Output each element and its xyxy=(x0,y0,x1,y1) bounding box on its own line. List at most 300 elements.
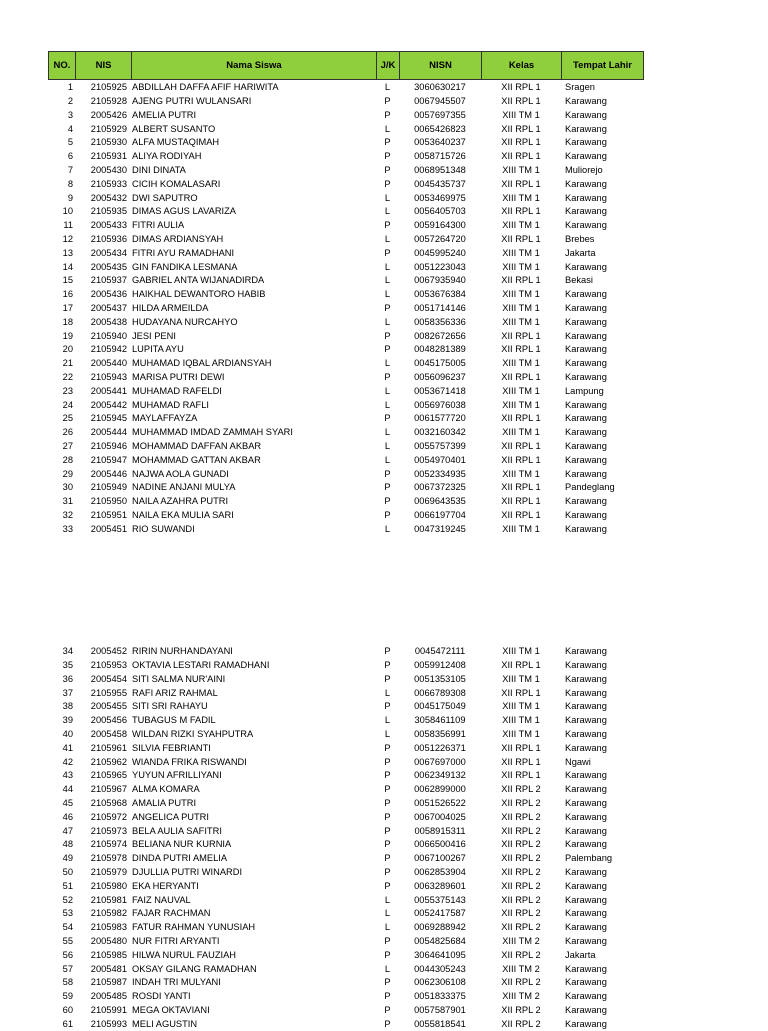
cell-nama-siswa: MUHAMAD RAFLI xyxy=(132,399,209,410)
cell-nama-siswa: HAIKHAL DEWANTORO HABIB xyxy=(132,289,266,300)
cell-no: 7 xyxy=(67,165,73,176)
cell-kelas: XIII TM 1 xyxy=(502,165,540,176)
cell-kelas: XII RPL 1 xyxy=(501,687,541,698)
cell-nama-siswa: MUHAMAD IQBAL ARDIANSYAH xyxy=(132,358,272,369)
cell-nama-siswa: MUHAMAD RAFELDI xyxy=(132,385,222,396)
cell-jk: L xyxy=(384,82,391,93)
cell-nisn: 0067697000 xyxy=(414,756,466,767)
table-row xyxy=(48,412,642,426)
cell-nis: 2005446 xyxy=(90,468,127,479)
cell-nama-siswa: FITRI AYU RAMADHANI xyxy=(132,247,235,258)
cell-tempat-lahir: Karawang xyxy=(565,922,607,933)
cell-jk: P xyxy=(384,178,391,189)
cell-kelas: XIII TM 1 xyxy=(502,109,540,120)
cell-nama-siswa: MOHAMMAD GATTAN AKBAR xyxy=(132,454,261,465)
cell-kelas: XII RPL 1 xyxy=(501,234,541,245)
cell-nisn: 0053671418 xyxy=(414,385,466,396)
cell-nama-siswa: DIMAS AGUS LAVARIZA xyxy=(132,206,237,217)
cell-tempat-lahir: Karawang xyxy=(565,427,607,438)
cell-nisn: 0056096237 xyxy=(414,371,466,382)
cell-nisn: 0056976038 xyxy=(414,399,466,410)
cell-no: 29 xyxy=(62,468,73,479)
cell-kelas: XII RPL 1 xyxy=(501,344,541,355)
cell-tempat-lahir: Karawang xyxy=(565,523,607,534)
cell-tempat-lahir: Jakarta xyxy=(565,247,596,258)
table-row xyxy=(48,742,642,756)
table-row xyxy=(48,728,642,742)
cell-kelas: XII RPL 1 xyxy=(501,82,541,93)
cell-nisn: 0053640237 xyxy=(414,137,466,148)
cell-nis: 2005437 xyxy=(90,303,127,313)
cell-nisn: 0045175049 xyxy=(414,701,466,712)
cell-tempat-lahir: Karawang xyxy=(565,935,607,946)
cell-no: 40 xyxy=(62,729,73,740)
cell-nama-siswa: MUHAMMAD IMDAD ZAMMAH SYARI xyxy=(132,427,293,438)
cell-jk: P xyxy=(384,977,391,988)
table-row xyxy=(48,714,642,728)
cell-nama-siswa: ALMA KOMARA xyxy=(132,784,200,795)
cell-kelas: XII RPL 1 xyxy=(501,371,541,382)
cell-tempat-lahir: Karawang xyxy=(565,963,607,974)
cell-jk: P xyxy=(384,949,391,960)
cell-jk: P xyxy=(384,756,391,767)
cell-no: 23 xyxy=(62,385,73,396)
cell-no: 3 xyxy=(67,109,73,120)
cell-kelas: XII RPL 1 xyxy=(501,496,541,507)
cell-no: 48 xyxy=(62,839,73,850)
cell-nama-siswa: INDAH TRI MULYANI xyxy=(132,977,221,988)
cell-tempat-lahir: Karawang xyxy=(565,742,607,753)
cell-nama-siswa: DINI DINATA xyxy=(132,165,186,176)
cell-jk: L xyxy=(384,123,391,134)
cell-nama-siswa: ROSDI YANTI xyxy=(132,991,191,1002)
cell-nama-siswa: NAJWA AOLA GUNADI xyxy=(132,468,229,479)
table-row xyxy=(48,755,642,769)
cell-nama-siswa: ALIYA RODIYAH xyxy=(132,151,202,162)
cell-kelas: XIII TM 1 xyxy=(502,385,540,396)
cell-nis: 2105962 xyxy=(90,756,127,767)
cell-nis: 2105981 xyxy=(90,894,127,905)
cell-no: 32 xyxy=(62,509,73,520)
table-row xyxy=(48,136,642,150)
table-row xyxy=(48,288,642,302)
cell-jk: P xyxy=(384,770,391,781)
cell-tempat-lahir: Karawang xyxy=(565,770,607,781)
cell-tempat-lahir: Karawang xyxy=(565,991,607,1002)
cell-tempat-lahir: Karawang xyxy=(565,206,607,217)
cell-nama-siswa: EKA HERYANTI xyxy=(132,880,199,891)
cell-no: 15 xyxy=(62,275,73,286)
cell-nama-siswa: ANGELICA PUTRI xyxy=(132,811,209,822)
cell-tempat-lahir: Karawang xyxy=(565,729,607,740)
cell-jk: P xyxy=(384,496,391,507)
cell-nama-siswa: ALFA MUSTAQIMAH xyxy=(132,137,220,148)
cell-kelas: XII RPL 2 xyxy=(501,811,541,822)
cell-nisn: 0052417587 xyxy=(414,908,466,919)
cell-jk: L xyxy=(384,261,391,272)
cell-nisn: 0057587901 xyxy=(414,1004,466,1015)
cell-nama-siswa: ALBERT SUSANTO xyxy=(132,123,216,134)
cell-nisn: 0067100267 xyxy=(414,853,466,864)
cell-no: 50 xyxy=(62,867,73,877)
cell-kelas: XII RPL 2 xyxy=(501,1004,541,1015)
cell-no: 33 xyxy=(62,523,73,534)
cell-jk: P xyxy=(384,839,391,850)
cell-nama-siswa: OKTAVIA LESTARI RAMADHANI xyxy=(132,660,270,671)
table-row xyxy=(48,797,642,811)
cell-nis: 2105979 xyxy=(90,867,127,877)
cell-no: 60 xyxy=(62,1004,73,1015)
cell-nama-siswa: NADINE ANJANI MULYA xyxy=(132,482,236,493)
cell-kelas: XIII TM 1 xyxy=(502,247,540,258)
table-row xyxy=(48,686,642,700)
cell-no: 27 xyxy=(62,440,73,451)
cell-no: 9 xyxy=(67,192,73,203)
cell-nisn: 0045472111 xyxy=(414,646,466,657)
cell-kelas: XII RPL 1 xyxy=(501,178,541,189)
cell-kelas: XIII TM 1 xyxy=(502,399,540,410)
cell-nama-siswa: OKSAY GILANG RAMADHAN xyxy=(132,963,257,974)
cell-nisn: 0045175005 xyxy=(414,358,466,369)
cell-jk: L xyxy=(384,206,391,217)
cell-nama-siswa: NAILA EKA MULIA SARI xyxy=(132,509,234,520)
cell-nis: 2105951 xyxy=(90,509,127,520)
cell-nisn: 0066500416 xyxy=(414,839,466,850)
table-row xyxy=(48,81,642,95)
cell-kelas: XIII TM 1 xyxy=(502,715,540,726)
cell-jk: P xyxy=(384,137,391,148)
cell-kelas: XII RPL 1 xyxy=(501,756,541,767)
cell-nama-siswa: WILDAN RIZKI SYAHPUTRA xyxy=(132,729,254,740)
cell-nis: 2105943 xyxy=(90,371,127,382)
cell-nis: 2105993 xyxy=(90,1018,127,1029)
cell-nis: 2105982 xyxy=(90,908,127,919)
cell-nama-siswa: TUBAGUS M FADIL xyxy=(132,715,216,726)
cell-no: 30 xyxy=(62,482,73,493)
cell-nama-siswa: SILVIA FEBRIANTI xyxy=(132,742,211,753)
cell-tempat-lahir: Karawang xyxy=(565,673,607,684)
cell-nama-siswa: MARISA PUTRI DEWI xyxy=(132,371,225,382)
table-row xyxy=(48,495,642,509)
cell-nisn: 0067945507 xyxy=(414,96,466,107)
table-row xyxy=(48,523,642,537)
table-header xyxy=(48,51,644,80)
cell-nis: 2005438 xyxy=(90,316,127,327)
cell-kelas: XIII TM 1 xyxy=(502,358,540,369)
cell-jk: P xyxy=(384,825,391,836)
cell-nisn: 0067372325 xyxy=(414,482,466,493)
cell-nama-siswa: RIO SUWANDI xyxy=(132,523,195,534)
cell-no: 57 xyxy=(62,963,73,974)
cell-kelas: XIII TM 1 xyxy=(502,192,540,203)
header-nis: NIS xyxy=(76,52,132,79)
cell-nis: 2005455 xyxy=(90,701,127,712)
cell-nama-siswa: DIMAS ARDIANSYAH xyxy=(132,234,224,245)
cell-tempat-lahir: Lampung xyxy=(565,385,604,396)
cell-jk: P xyxy=(384,1004,391,1015)
cell-tempat-lahir: Karawang xyxy=(565,371,607,382)
table-row xyxy=(48,260,642,274)
cell-tempat-lahir: Karawang xyxy=(565,468,607,479)
cell-nisn: 0051226371 xyxy=(414,742,466,753)
cell-tempat-lahir: Jakarta xyxy=(565,949,596,960)
cell-kelas: XII RPL 2 xyxy=(501,977,541,988)
cell-tempat-lahir: Karawang xyxy=(565,413,607,424)
cell-nis: 2105945 xyxy=(90,413,127,424)
cell-kelas: XII RPL 2 xyxy=(501,839,541,850)
cell-jk: P xyxy=(384,330,391,341)
cell-no: 28 xyxy=(62,454,73,465)
cell-jk: L xyxy=(384,192,391,203)
cell-tempat-lahir: Karawang xyxy=(565,330,607,341)
cell-nama-siswa: MELI AGUSTIN xyxy=(132,1018,198,1029)
cell-nisn: 0067004025 xyxy=(414,811,466,822)
cell-nama-siswa: HILDA ARMEILDA xyxy=(132,303,209,313)
cell-nisn: 0048281389 xyxy=(414,344,466,355)
cell-tempat-lahir: Karawang xyxy=(565,261,607,272)
cell-kelas: XII RPL 2 xyxy=(501,1018,541,1029)
cell-nis: 2005435 xyxy=(90,261,127,272)
cell-nisn: 0053676384 xyxy=(414,289,466,300)
cell-kelas: XII RPL 1 xyxy=(501,96,541,107)
cell-no: 2 xyxy=(67,96,73,107)
cell-jk: L xyxy=(384,963,391,974)
cell-kelas: XII RPL 2 xyxy=(501,825,541,836)
cell-kelas: XIII TM 1 xyxy=(502,220,540,231)
cell-jk: P xyxy=(384,935,391,946)
cell-tempat-lahir: Karawang xyxy=(565,496,607,507)
cell-no: 47 xyxy=(62,825,73,836)
cell-no: 56 xyxy=(62,949,73,960)
cell-nisn: 0044305243 xyxy=(414,963,466,974)
cell-kelas: XII RPL 2 xyxy=(501,908,541,919)
cell-nis: 2005444 xyxy=(90,427,127,438)
cell-nisn: 0053469975 xyxy=(414,192,466,203)
cell-nisn: 0069288942 xyxy=(414,922,466,933)
header-jk: J/K xyxy=(377,52,400,79)
table-row xyxy=(48,481,642,495)
cell-kelas: XII RPL 2 xyxy=(501,894,541,905)
header-nisn: NISN xyxy=(400,52,482,79)
cell-no: 14 xyxy=(62,261,73,272)
table-row xyxy=(48,976,642,990)
cell-nama-siswa: BELA AULIA SAFITRI xyxy=(132,825,222,836)
cell-nisn: 0058915311 xyxy=(414,825,466,836)
cell-no: 24 xyxy=(62,399,73,410)
cell-no: 46 xyxy=(62,811,73,822)
cell-jk: L xyxy=(384,687,391,698)
cell-jk: P xyxy=(384,413,391,424)
cell-no: 6 xyxy=(67,151,73,162)
cell-nama-siswa: FAIZ NAUVAL xyxy=(132,894,191,905)
cell-nis: 2105953 xyxy=(90,660,127,671)
cell-nis: 2105980 xyxy=(90,880,127,891)
table-row xyxy=(48,371,642,385)
table-row xyxy=(48,769,642,783)
cell-nis: 2105987 xyxy=(90,977,127,988)
cell-jk: L xyxy=(384,234,391,245)
cell-tempat-lahir: Karawang xyxy=(565,715,607,726)
cell-nis: 2005452 xyxy=(90,646,127,657)
cell-tempat-lahir: Karawang xyxy=(565,798,607,809)
table-row xyxy=(48,191,642,205)
cell-kelas: XII RPL 2 xyxy=(501,784,541,795)
cell-nis: 2005451 xyxy=(90,523,127,534)
cell-tempat-lahir: Karawang xyxy=(565,137,607,148)
cell-nama-siswa: LUPITA AYU xyxy=(132,344,184,355)
cell-tempat-lahir: Karawang xyxy=(565,454,607,465)
cell-kelas: XIII TM 1 xyxy=(502,427,540,438)
cell-nisn: 3060630217 xyxy=(414,82,466,93)
cell-jk: P xyxy=(384,853,391,864)
cell-nisn: 0052334935 xyxy=(414,468,466,479)
cell-nisn: 0054825684 xyxy=(414,935,466,946)
cell-kelas: XII RPL 2 xyxy=(501,880,541,891)
cell-jk: P xyxy=(384,673,391,684)
cell-no: 42 xyxy=(62,756,73,767)
cell-nisn: 0051526522 xyxy=(414,798,466,809)
cell-nis: 2105973 xyxy=(90,825,127,836)
cell-jk: P xyxy=(384,151,391,162)
cell-tempat-lahir: Ngawi xyxy=(565,756,591,767)
cell-tempat-lahir: Karawang xyxy=(565,289,607,300)
cell-tempat-lahir: Karawang xyxy=(565,303,607,313)
cell-kelas: XII RPL 1 xyxy=(501,770,541,781)
cell-kelas: XIII TM 2 xyxy=(502,963,540,974)
table-row xyxy=(48,783,642,797)
cell-nisn: 0059164300 xyxy=(414,220,466,231)
cell-nisn: 0055375143 xyxy=(414,894,466,905)
cell-nisn: 0045995240 xyxy=(414,247,466,258)
cell-nisn: 0045435737 xyxy=(414,178,466,189)
cell-nis: 2105950 xyxy=(90,496,127,507)
cell-nis: 2105961 xyxy=(90,742,127,753)
table-row xyxy=(48,302,642,316)
cell-tempat-lahir: Karawang xyxy=(565,839,607,850)
table-row xyxy=(48,866,642,880)
table-row xyxy=(48,205,642,219)
cell-tempat-lahir: Karawang xyxy=(565,660,607,671)
cell-nama-siswa: FATUR RAHMAN YUNUSIAH xyxy=(132,922,256,933)
cell-jk: P xyxy=(384,784,391,795)
cell-nis: 2005442 xyxy=(90,399,127,410)
cell-nis: 2105967 xyxy=(90,784,127,795)
cell-nis: 2105974 xyxy=(90,839,127,850)
cell-nama-siswa: GABRIEL ANTA WIJANADIRDA xyxy=(132,275,265,286)
cell-tempat-lahir: Karawang xyxy=(565,867,607,877)
cell-nama-siswa: YUYUN AFRILLIYANI xyxy=(132,770,222,781)
table-row xyxy=(48,1018,642,1031)
cell-kelas: XII RPL 1 xyxy=(501,275,541,286)
table-row xyxy=(48,398,642,412)
cell-nisn: 0051714146 xyxy=(414,303,466,313)
cell-nama-siswa: NAILA AZAHRA PUTRI xyxy=(132,496,229,507)
header-no: NO. xyxy=(49,52,76,79)
cell-no: 59 xyxy=(62,991,73,1002)
cell-tempat-lahir: Karawang xyxy=(565,440,607,451)
cell-jk: P xyxy=(384,468,391,479)
cell-nama-siswa: SITI SALMA NUR'AINI xyxy=(132,673,226,684)
cell-kelas: XIII TM 1 xyxy=(502,673,540,684)
cell-kelas: XIII TM 2 xyxy=(502,935,540,946)
cell-nis: 2105968 xyxy=(90,798,127,809)
cell-kelas: XIII TM 1 xyxy=(502,646,540,657)
table-row xyxy=(48,247,642,261)
cell-kelas: XII RPL 1 xyxy=(501,137,541,148)
cell-nisn: 0061577720 xyxy=(414,413,466,424)
cell-tempat-lahir: Bekasi xyxy=(565,275,593,286)
cell-no: 11 xyxy=(63,220,73,231)
cell-nama-siswa: MAYLAFFAYZA xyxy=(132,413,198,424)
table-row xyxy=(48,509,642,523)
table-body-part2 xyxy=(48,645,642,1031)
cell-jk: P xyxy=(384,646,391,657)
cell-jk: P xyxy=(384,660,391,671)
cell-nis: 2005481 xyxy=(90,963,127,974)
cell-jk: P xyxy=(384,247,391,258)
cell-nisn: 0059912408 xyxy=(414,660,466,671)
table-row xyxy=(48,233,642,247)
cell-no: 61 xyxy=(62,1018,73,1029)
cell-nisn: 0066197704 xyxy=(414,509,466,520)
table-row xyxy=(48,426,642,440)
cell-nis: 2105931 xyxy=(90,151,127,162)
cell-jk: P xyxy=(384,811,391,822)
cell-jk: P xyxy=(384,701,391,712)
cell-nama-siswa: AJENG PUTRI WULANSARI xyxy=(132,96,252,107)
cell-tempat-lahir: Karawang xyxy=(565,811,607,822)
table-row xyxy=(48,880,642,894)
cell-no: 20 xyxy=(62,344,73,355)
cell-nis: 2005430 xyxy=(90,165,127,176)
cell-tempat-lahir: Karawang xyxy=(565,880,607,891)
cell-nama-siswa: JESI PENI xyxy=(132,330,176,341)
cell-nis: 2105937 xyxy=(90,275,127,286)
cell-tempat-lahir: Karawang xyxy=(565,316,607,327)
cell-kelas: XII RPL 1 xyxy=(501,206,541,217)
cell-nis: 2005441 xyxy=(90,385,127,396)
cell-no: 35 xyxy=(62,660,73,671)
cell-nisn: 0066789308 xyxy=(414,687,466,698)
cell-tempat-lahir: Karawang xyxy=(565,908,607,919)
cell-tempat-lahir: Karawang xyxy=(565,96,607,107)
table-row xyxy=(48,178,642,192)
table-row xyxy=(48,150,642,164)
cell-jk: P xyxy=(384,344,391,355)
cell-kelas: XII RPL 2 xyxy=(501,922,541,933)
cell-nis: 2005458 xyxy=(90,729,127,740)
cell-jk: P xyxy=(384,165,391,176)
table-row xyxy=(48,385,642,399)
cell-tempat-lahir: Karawang xyxy=(565,109,607,120)
table-row xyxy=(48,1004,642,1018)
cell-nama-siswa: FITRI AULIA xyxy=(132,220,185,231)
cell-jk: P xyxy=(384,991,391,1002)
cell-kelas: XIII TM 1 xyxy=(502,261,540,272)
cell-nis: 2105972 xyxy=(90,811,127,822)
cell-jk: P xyxy=(384,303,391,313)
cell-tempat-lahir: Brebes xyxy=(565,234,595,245)
cell-jk: L xyxy=(384,922,391,933)
cell-no: 37 xyxy=(62,687,73,698)
cell-no: 43 xyxy=(62,770,73,781)
table-row xyxy=(48,454,642,468)
cell-no: 19 xyxy=(62,330,73,341)
cell-nis: 2105933 xyxy=(90,178,127,189)
cell-tempat-lahir: Karawang xyxy=(565,399,607,410)
table-row xyxy=(48,921,642,935)
cell-tempat-lahir: Karawang xyxy=(565,646,607,657)
